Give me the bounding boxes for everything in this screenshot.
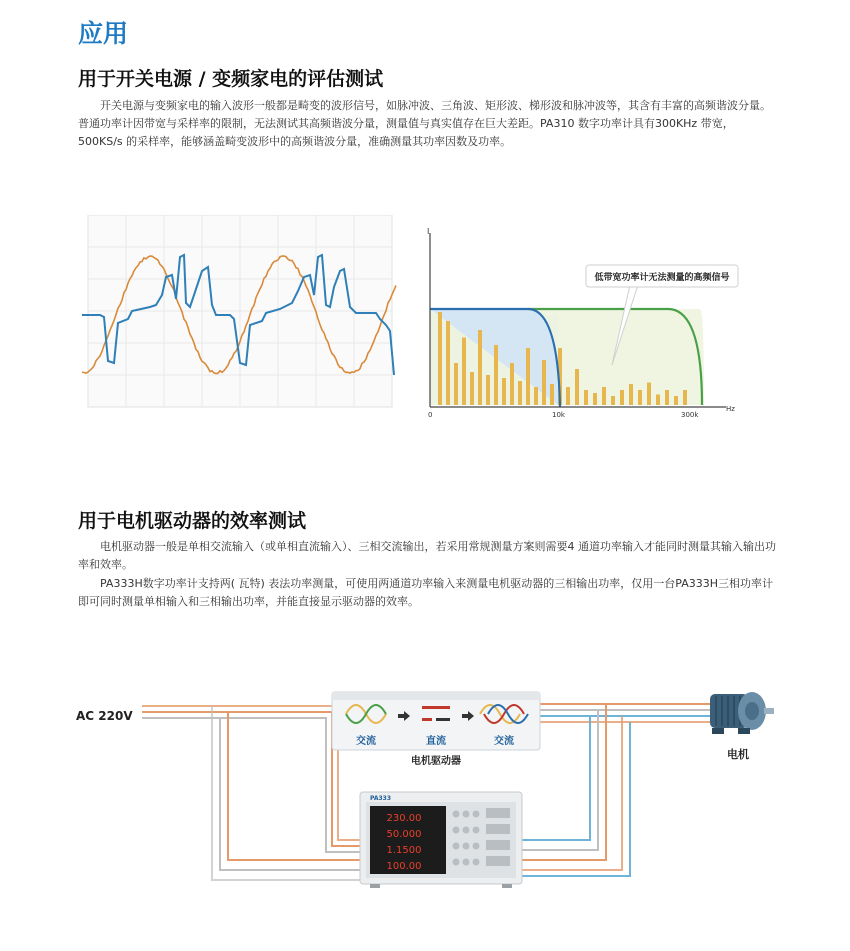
- meter-brand: PA333: [370, 795, 392, 802]
- driver-label: 电机驱动器: [411, 756, 461, 767]
- tick-300k: 300k: [681, 411, 699, 419]
- harmonic-bar-high-12: [665, 390, 669, 405]
- ac-label: AC 220V: [76, 709, 133, 723]
- harmonic-bar-low-3: [454, 363, 458, 405]
- motor-heading: 用于电机驱动器的效率测试: [78, 510, 307, 532]
- harmonic-bar-low-8: [494, 345, 498, 405]
- harmonic-bar-low-11: [518, 381, 522, 405]
- section-title: 应用: [78, 19, 129, 48]
- harmonic-bar-high-6: [611, 396, 615, 405]
- switching-heading: 用于开关电源 / 变频家电的评估测试: [78, 68, 384, 90]
- power-meter: [360, 792, 522, 888]
- y-axis-label: I: [427, 227, 430, 236]
- meter-reading-1: 230.00: [386, 813, 422, 824]
- harmonic-bar-low-6: [478, 330, 482, 405]
- harmonic-bar-low-9: [502, 378, 506, 405]
- harmonic-bar-high-9: [638, 390, 642, 405]
- driver-box: [332, 692, 540, 750]
- meter-reading-4: 100.00: [386, 861, 422, 872]
- harmonic-bar-low-15: [550, 384, 554, 405]
- motor-paragraph-2: PA333H数字功率计支持两( 瓦特) 表法功率测量，可使用两通道功率输入来测量电机驱动器的三相输出功率，仅用一台PA333H三相功率计即可同时测量单相输入和三相输出功率，并能直接显示驱动器的效率。: [78, 577, 774, 608]
- stage-ac-out: 交流: [494, 736, 514, 747]
- motor-icon: [710, 692, 774, 734]
- stage-ac-in: 交流: [356, 736, 376, 747]
- spectrum-figure: [420, 225, 750, 420]
- harmonic-bar-low-7: [486, 375, 490, 405]
- meter-reading-2: 50.000: [386, 829, 422, 840]
- harmonic-bar-low-5: [470, 372, 474, 405]
- harmonic-bar-high-7: [620, 390, 624, 405]
- meter-reading-3: 1.1500: [386, 845, 422, 856]
- switching-paragraph: 开关电源与变频家电的输入波形一般都是畸变的波形信号，如脉冲波、三角波、矩形波、梯形波和脉冲波等，其含有丰富的高频谐波分量。普通功率计因带宽与采样率的限制，无法测试其高频谐波分量，测量值与真实值存在巨大差距。PA310 数字功率计具有300KHz 带宽，500KS/s 的采样率，能够涵盖畸变波形中的高频谐波分量，准确测量其功率因数及功率。: [78, 99, 771, 148]
- harmonic-bar-high-3: [584, 390, 588, 405]
- tick-10k: 10k: [552, 411, 565, 419]
- harmonic-bar-low-13: [534, 387, 538, 405]
- callout-text: 低带宽功率计无法测量的高频信号: [594, 273, 730, 283]
- harmonic-bar-high-13: [674, 396, 678, 405]
- motor-diagram: [70, 680, 790, 920]
- stage-dc: 直流: [426, 736, 446, 747]
- harmonic-bar-high-14: [683, 390, 687, 405]
- x-axis-unit: Hz: [726, 405, 735, 413]
- harmonic-bar-high-4: [593, 393, 597, 405]
- harmonic-bar-high-11: [656, 395, 660, 406]
- harmonic-bar-high-2: [575, 369, 579, 405]
- harmonic-bar-low-4: [462, 338, 466, 406]
- harmonic-bar-low-2: [446, 321, 450, 405]
- waveform-figure: [80, 215, 400, 410]
- harmonic-bar-low-12: [526, 348, 530, 405]
- motor-paragraph-1: 电机驱动器一般是单相交流输入（或单相直流输入）、三相交流输出，若采用常规测量方案则需要4 通道功率输入才能同时测量其输入输出功率和效率。: [78, 540, 776, 571]
- harmonic-bar-high-10: [647, 383, 651, 406]
- harmonic-bar-low-1: [438, 312, 442, 405]
- motor-label: 电机: [727, 748, 749, 761]
- harmonic-bar-low-14: [542, 360, 546, 405]
- tick-0: 0: [428, 411, 433, 419]
- harmonic-bar-high-1: [566, 387, 570, 405]
- harmonic-bar-high-8: [629, 384, 633, 405]
- harmonic-bar-low-10: [510, 363, 514, 405]
- harmonic-bar-high-5: [602, 387, 606, 405]
